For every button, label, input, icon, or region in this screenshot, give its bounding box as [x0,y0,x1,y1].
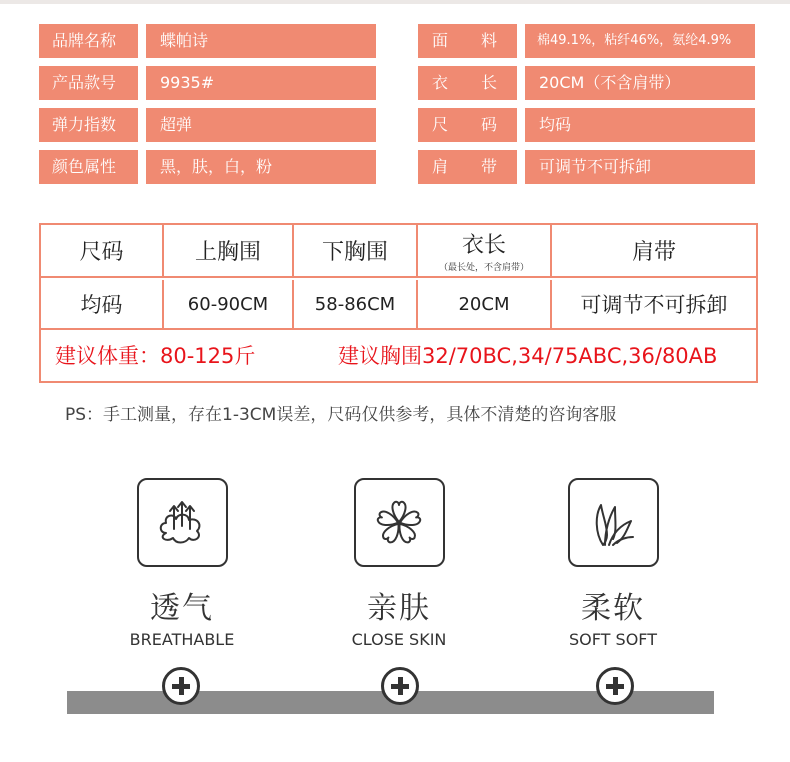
feature-soft [533,478,693,649]
feature-close-skin-title: 亲肤 [367,591,431,626]
size-label-char-2: 码 [480,115,497,134]
cell-upper-bust: 60-90CM [164,280,294,328]
fabric-label-char-1: 面 [432,31,449,50]
weight-recommendation: 建议体重：80-125斤 [55,344,256,368]
size-label [418,108,517,142]
strap-value: 可调节不可拆卸 [525,150,755,184]
recommendation-row [41,332,756,381]
size-table [39,223,758,383]
top-divider [0,0,790,4]
size-table-header-row [41,225,756,278]
elastic-label: 弹力指数 [39,108,138,142]
feature-breathable [102,478,262,649]
feature-breathable-title: 透气 [150,591,214,626]
model-value: 9935# [146,66,376,100]
color-label: 颜色属性 [39,150,138,184]
feature-breathable-subtitle: BREATHABLE [129,630,235,649]
header-strap: 肩带 [631,240,676,265]
size-label-char-1: 尺 [432,115,449,134]
measurement-note: PS：手工测量，存在1-3CM误差，尺码仅供参考，具体不清楚的咨询客服 [65,405,617,425]
feature-soft-title: 柔软 [581,591,645,626]
fabric-label [418,24,517,58]
fabric-label-char-2: 料 [480,31,497,50]
leaves-icon [583,493,643,553]
size-value: 均码 [525,108,755,142]
header-upper-bust: 上胸围 [164,225,294,276]
size-table-data-row [41,280,756,330]
length-label-char-1: 衣 [432,73,449,92]
cell-strap: 可调节不可拆卸 [580,293,728,317]
model-label: 产品款号 [39,66,138,100]
breathable-cloud-icon [152,493,212,553]
flower-petals-icon [369,493,429,553]
elastic-value: 超弹 [146,108,376,142]
header-length [418,225,552,276]
feature-close-skin-subtitle: CLOSE SKIN [351,630,447,649]
color-value: 黑，肤，白，粉 [146,150,376,184]
cell-length: 20CM [418,280,552,328]
cell-under-bust: 58-86CM [294,280,418,328]
length-label-char-2: 长 [480,73,497,92]
plus-circle-icon [162,667,200,705]
header-length-label: 衣长 [461,233,506,258]
cell-size: 均码 [41,280,164,328]
strap-label-char-1: 肩 [432,157,449,176]
length-label [418,66,517,100]
brand-value: 蝶帕诗 [146,24,376,58]
breathable-icon-box [137,478,228,567]
feature-soft-subtitle: SOFT SOFT [569,630,657,649]
soft-icon-box [568,478,659,567]
length-value: 20CM（不含肩带） [525,66,755,100]
plus-circle-icon [381,667,419,705]
header-length-note: （最长处，不含肩带） [438,263,529,273]
header-size: 尺码 [41,225,164,276]
header-under-bust: 下胸围 [294,225,418,276]
brand-label: 品牌名称 [39,24,138,58]
strap-label-char-2: 带 [480,157,497,176]
fabric-value: 棉49.1%，粘纤46%，氨纶4.9% [525,24,755,58]
close-skin-icon-box [354,478,445,567]
strap-label [418,150,517,184]
plus-circle-icon [596,667,634,705]
bust-recommendation: 建议胸围32/70BC,34/75ABC,36/80AB [338,344,718,368]
feature-close-skin [319,478,479,649]
